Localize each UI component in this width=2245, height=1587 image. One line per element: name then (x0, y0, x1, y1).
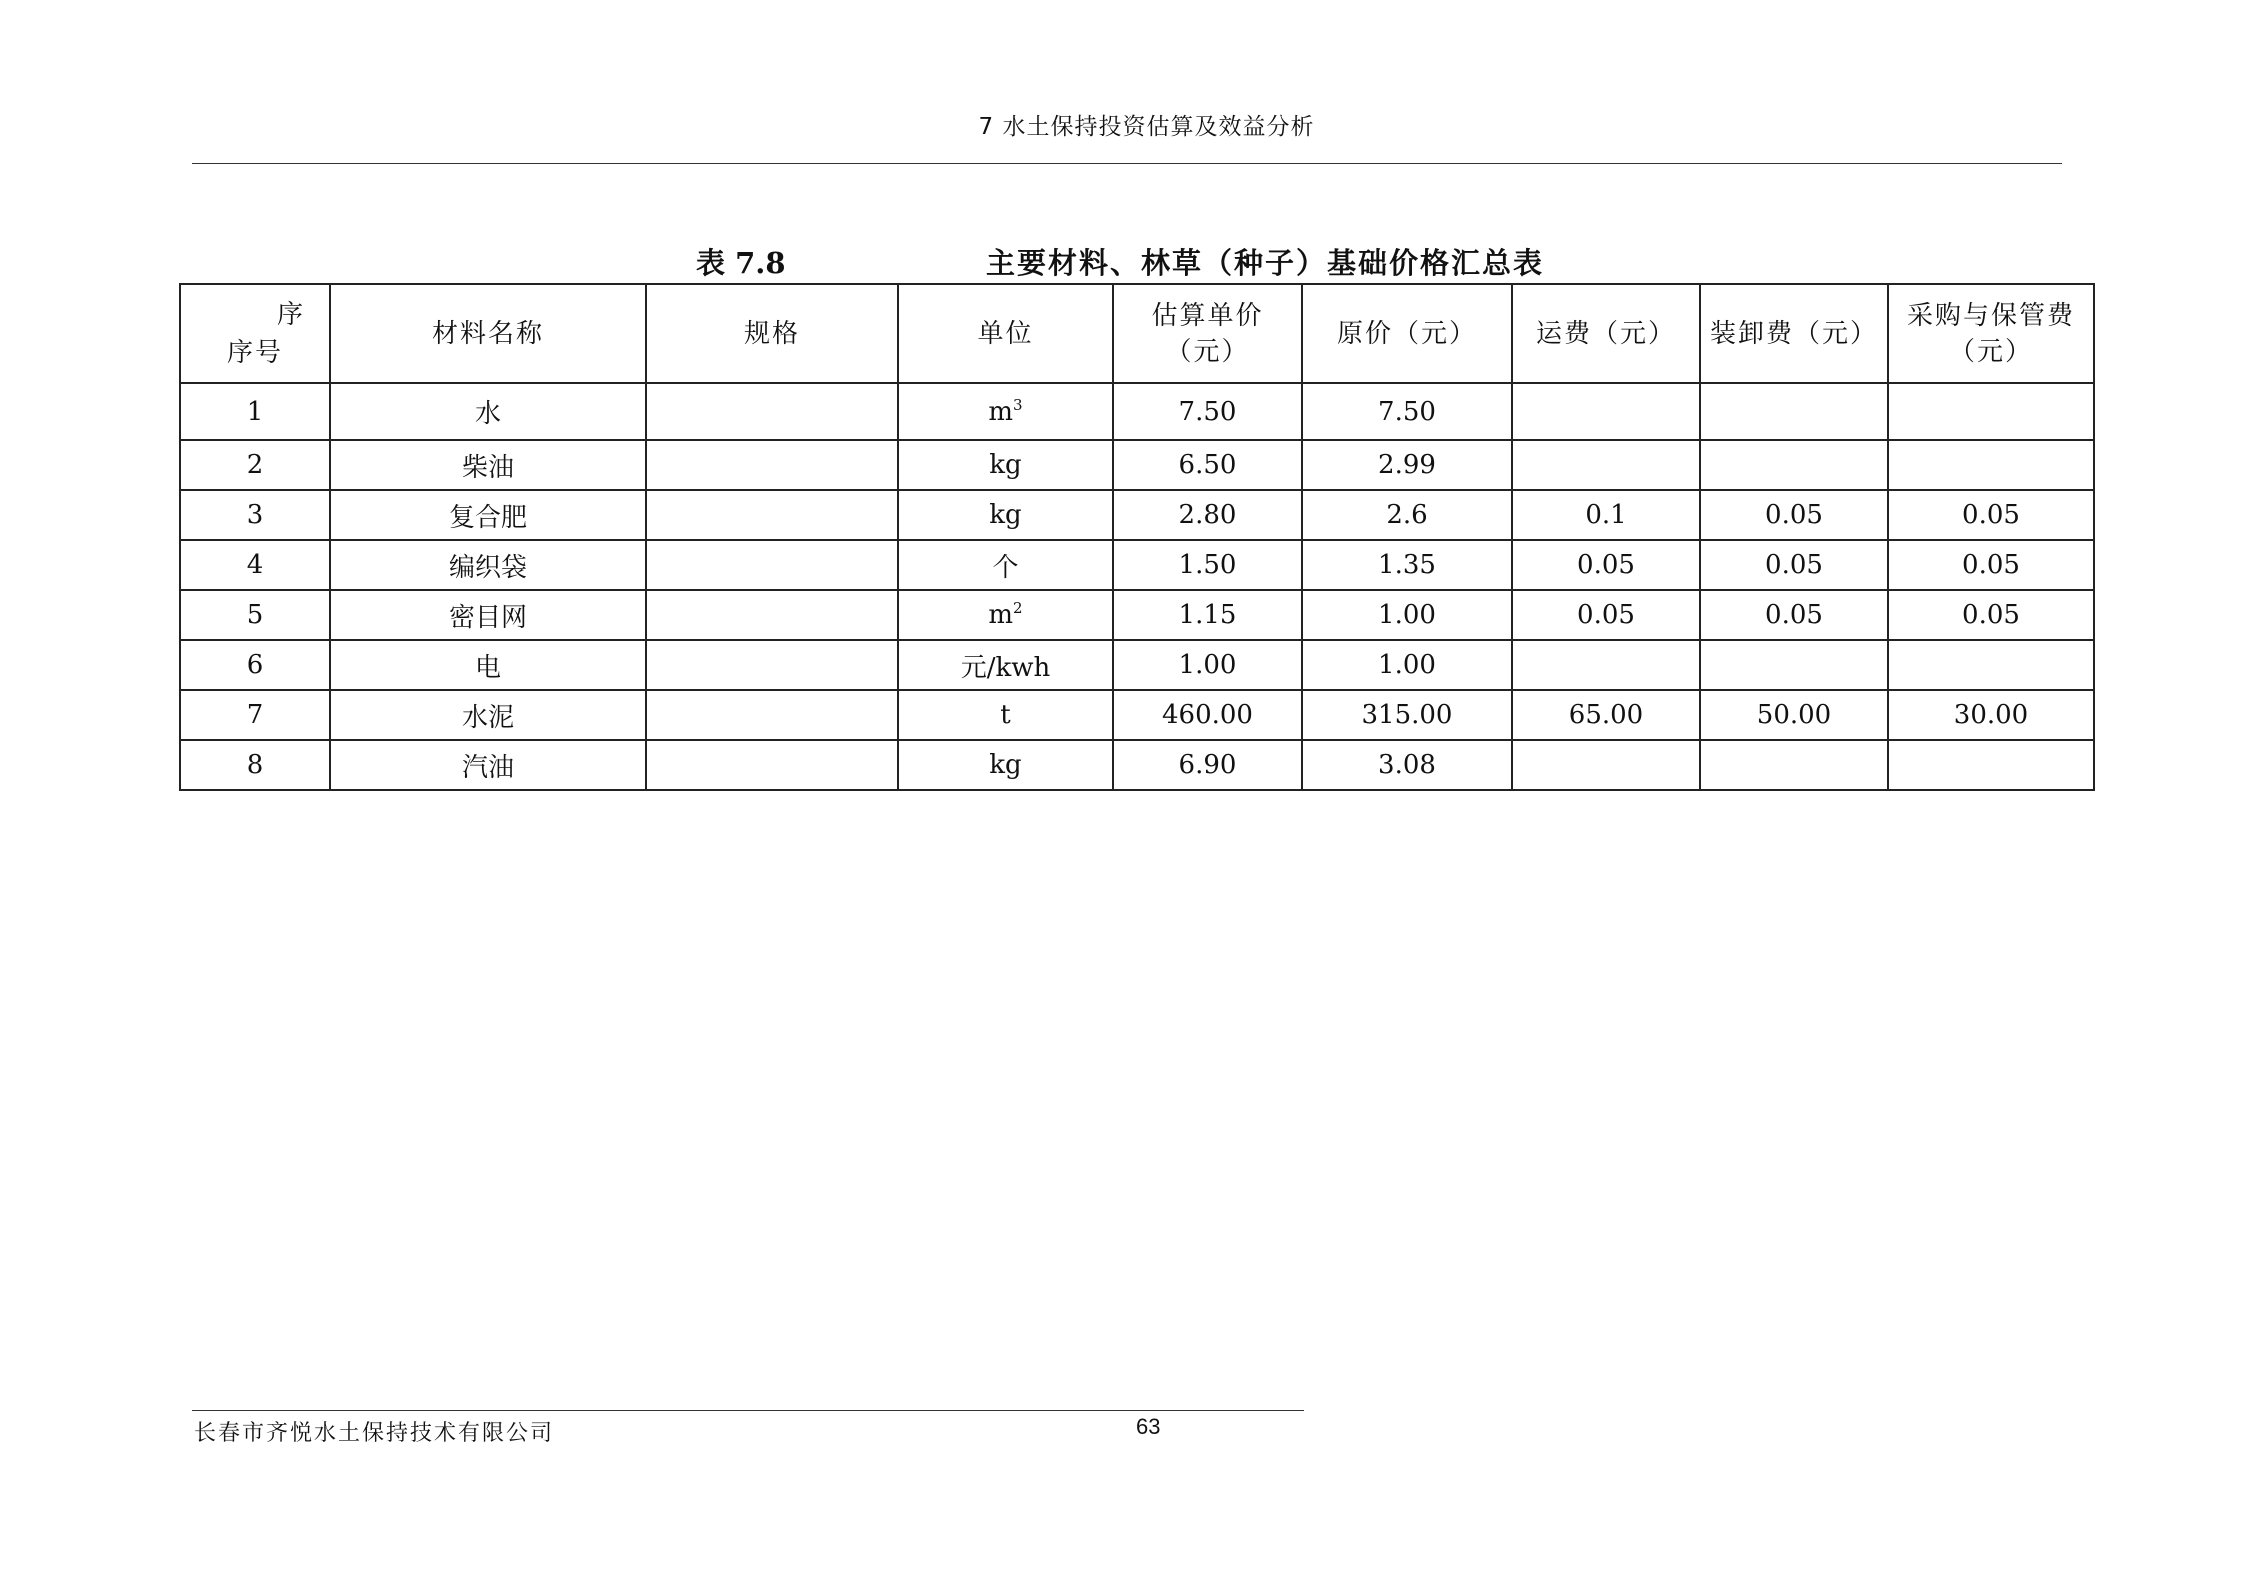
cell-spec (646, 640, 898, 690)
col-est-header (1113, 284, 1302, 383)
cell-orig-text: 3.08 (1378, 750, 1436, 780)
cell-orig (1302, 690, 1512, 740)
cell-purchase (1888, 690, 2094, 740)
header-rule (192, 163, 2062, 164)
cell-seq (180, 690, 330, 740)
cell-unit (898, 490, 1113, 540)
purchase-header-line2: （元） (1948, 336, 2033, 367)
cell-orig (1302, 640, 1512, 690)
cell-spec (646, 690, 898, 740)
cell-name (330, 383, 646, 440)
cell-unit-text: t (1000, 700, 1011, 730)
table-body (180, 383, 2094, 790)
cell-seq-text: 6 (246, 650, 264, 680)
cell-unit (898, 440, 1113, 490)
cell-handling-text: 0.05 (1765, 500, 1823, 530)
table-row (180, 690, 2094, 740)
cell-est (1113, 640, 1302, 690)
cell-seq-text: 5 (246, 600, 264, 630)
cell-handling (1700, 490, 1888, 540)
cell-purchase-text: 0.05 (1962, 550, 2020, 580)
cell-orig-text: 1.00 (1378, 650, 1436, 680)
cell-seq-text: 8 (246, 750, 264, 780)
cell-name-text: 复合肥 (448, 502, 527, 533)
cell-purchase (1888, 540, 2094, 590)
header-row (180, 284, 2094, 383)
cell-seq (180, 640, 330, 690)
cell-orig-text: 315.00 (1361, 700, 1453, 730)
cell-est-text: 460.00 (1162, 700, 1253, 730)
cell-handling (1700, 740, 1888, 790)
cell-freight (1512, 490, 1700, 540)
cell-freight (1512, 383, 1700, 440)
cell-orig (1302, 490, 1512, 540)
cell-name (330, 490, 646, 540)
cell-est-text: 1.15 (1178, 600, 1237, 630)
col-handling-header: 装卸费（元） (1700, 284, 1888, 383)
cell-purchase (1888, 383, 2094, 440)
table-caption: 主要材料、林草（种子）基础价格汇总表 (986, 246, 1545, 280)
cell-freight (1512, 440, 1700, 490)
cell-spec (646, 540, 898, 590)
cell-name (330, 690, 646, 740)
cell-purchase (1888, 490, 2094, 540)
cell-orig-text: 2.99 (1378, 450, 1436, 480)
col-unit-header: 单位 (898, 284, 1113, 383)
est-header-line2: （元） (1165, 336, 1250, 367)
cell-unit (898, 690, 1113, 740)
footer-company: 长春市齐悦水土保持技术有限公司 (194, 1421, 555, 1446)
cell-purchase-text: 0.05 (1962, 600, 2020, 630)
cell-est-text: 7.50 (1178, 396, 1237, 427)
cell-name (330, 440, 646, 490)
cell-freight (1512, 690, 1700, 740)
cell-est (1113, 490, 1302, 540)
table-row (180, 540, 2094, 590)
unit-superscript: 3 (1013, 395, 1023, 414)
col-spec-header: 规格 (646, 284, 898, 383)
table-row (180, 383, 2094, 440)
cell-unit-text: kg (989, 750, 1022, 780)
cell-seq (180, 440, 330, 490)
col-seq-header (180, 284, 330, 383)
cell-seq (180, 540, 330, 590)
page-header: 7 水土保持投资估算及效益分析 (978, 114, 1315, 140)
cell-name-text: 柴油 (461, 452, 514, 483)
cell-orig (1302, 590, 1512, 640)
cell-orig (1302, 540, 1512, 590)
cell-orig-text: 1.00 (1378, 600, 1436, 630)
cell-seq-text: 2 (246, 450, 264, 480)
cell-spec (646, 440, 898, 490)
cell-name (330, 640, 646, 690)
cell-est-text: 1.50 (1178, 550, 1237, 580)
cell-est (1113, 383, 1302, 440)
cell-est (1113, 540, 1302, 590)
cell-orig (1302, 740, 1512, 790)
cell-purchase-text: 30.00 (1953, 700, 2029, 730)
cell-est (1113, 690, 1302, 740)
cell-unit-text: 个 (992, 552, 1019, 583)
price-table (179, 283, 2095, 791)
cell-handling-text: 50.00 (1756, 700, 1832, 730)
cell-handling-text: 0.05 (1765, 550, 1823, 580)
cell-unit (898, 640, 1113, 690)
cell-name-text: 汽油 (461, 752, 514, 783)
cell-freight-text: 0.1 (1585, 500, 1627, 530)
footer-rule (192, 1410, 1304, 1411)
seq-header-top: 序 (277, 300, 306, 330)
cell-handling (1700, 440, 1888, 490)
cell-seq (180, 590, 330, 640)
seq-header-bottom: 序号 (227, 338, 284, 368)
cell-orig-text: 1.35 (1378, 550, 1436, 580)
cell-orig-text: 7.50 (1378, 396, 1436, 427)
cell-est-text: 2.80 (1178, 500, 1237, 530)
cell-name-text: 密目网 (448, 602, 527, 633)
cell-seq (180, 740, 330, 790)
col-orig-header: 原价（元） (1302, 284, 1512, 383)
unit-superscript: 2 (1013, 599, 1023, 617)
table-number: 表 7.8 (696, 246, 786, 280)
cell-seq (180, 490, 330, 540)
table-row (180, 490, 2094, 540)
cell-orig (1302, 440, 1512, 490)
table-row (180, 590, 2094, 640)
cell-handling-text: 0.05 (1765, 600, 1823, 630)
cell-purchase (1888, 740, 2094, 790)
cell-orig-text: 2.6 (1386, 500, 1428, 530)
cell-purchase (1888, 590, 2094, 640)
cell-est (1113, 590, 1302, 640)
cell-spec (646, 740, 898, 790)
cell-freight-text: 0.05 (1577, 600, 1635, 630)
cell-freight (1512, 740, 1700, 790)
cell-orig (1302, 383, 1512, 440)
cell-name (330, 590, 646, 640)
table-row (180, 440, 2094, 490)
table-row (180, 640, 2094, 690)
cell-name-text: 水 (474, 399, 501, 429)
cell-seq-text: 7 (246, 700, 264, 730)
cell-est (1113, 440, 1302, 490)
cell-name (330, 540, 646, 590)
cell-unit-text: kg (989, 450, 1022, 480)
cell-purchase (1888, 440, 2094, 490)
cell-freight (1512, 640, 1700, 690)
cell-seq-text: 1 (246, 396, 264, 427)
page-number: 63 (1136, 1414, 1161, 1439)
cell-purchase (1888, 640, 2094, 690)
cell-spec (646, 383, 898, 440)
col-purchase-header (1888, 284, 2094, 383)
cell-handling (1700, 640, 1888, 690)
cell-name (330, 740, 646, 790)
cell-seq-text: 3 (246, 500, 264, 530)
cell-handling (1700, 690, 1888, 740)
cell-est (1113, 740, 1302, 790)
col-name-header: 材料名称 (330, 284, 646, 383)
cell-unit (898, 590, 1113, 640)
cell-unit (898, 540, 1113, 590)
cell-spec (646, 590, 898, 640)
cell-freight-text: 65.00 (1568, 700, 1644, 730)
cell-unit-text: m (988, 600, 1014, 630)
purchase-header-line1: 采购与保管费 (1906, 300, 2075, 331)
cell-est-text: 1.00 (1178, 650, 1237, 680)
cell-unit (898, 383, 1113, 440)
cell-handling (1700, 590, 1888, 640)
cell-name-text: 编织袋 (448, 552, 527, 583)
cell-seq (180, 383, 330, 440)
cell-unit-text: kg (989, 500, 1022, 530)
table-title (0, 241, 2245, 281)
cell-unit (898, 740, 1113, 790)
est-header-line1: 估算单价 (1151, 300, 1264, 331)
cell-spec (646, 490, 898, 540)
cell-freight (1512, 590, 1700, 640)
col-freight-header: 运费（元） (1512, 284, 1700, 383)
cell-est-text: 6.50 (1178, 450, 1237, 480)
cell-freight-text: 0.05 (1577, 550, 1635, 580)
cell-seq-text: 4 (246, 550, 264, 580)
cell-est-text: 6.90 (1178, 750, 1237, 780)
cell-unit-text: 元/kwh (960, 652, 1051, 683)
cell-handling (1700, 383, 1888, 440)
cell-handling (1700, 540, 1888, 590)
cell-freight (1512, 540, 1700, 590)
cell-unit-text: m (988, 396, 1014, 427)
table-row (180, 740, 2094, 790)
cell-name-text: 水泥 (461, 702, 514, 733)
cell-name-text: 电 (474, 652, 501, 683)
cell-purchase-text: 0.05 (1962, 500, 2020, 530)
